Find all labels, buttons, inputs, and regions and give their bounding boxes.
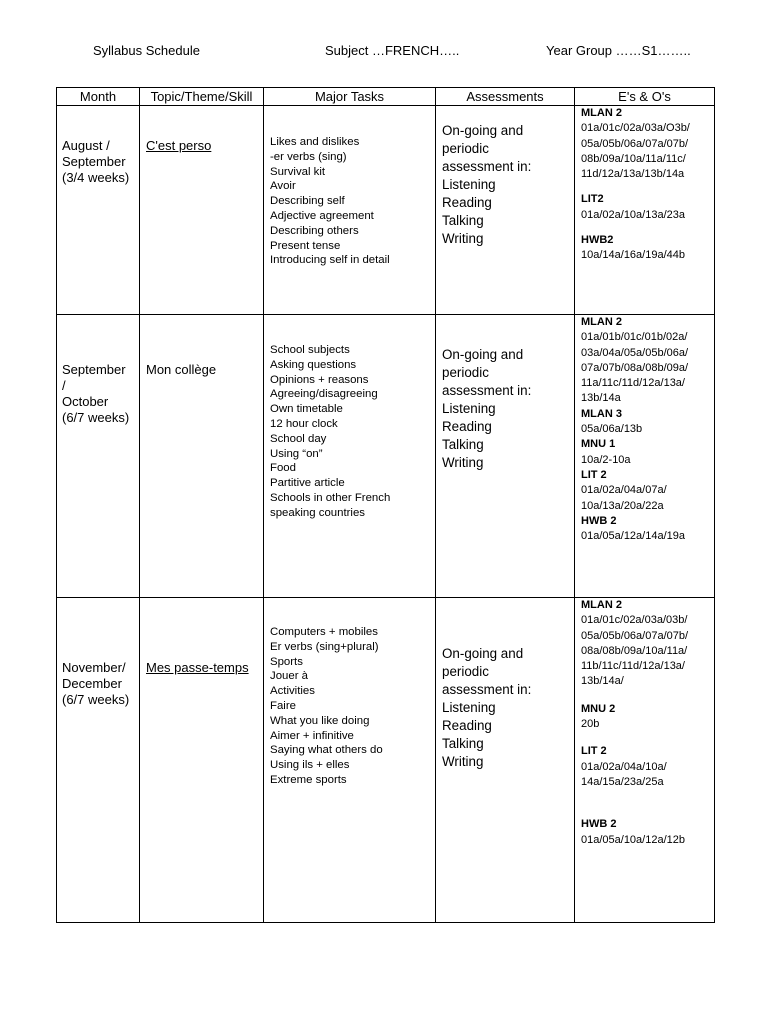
outcome-code: HWB 2 [581,514,617,527]
task-item: Sports [270,655,303,668]
month-cell [57,315,140,598]
assessment-line: On-going and [442,123,524,138]
outcome-line: 05a/05b/06a/07a/07b/ [581,137,689,150]
task-item: Agreeing/disagreeing [270,388,378,401]
outcome-line: 01a/05a/12a/14a/19a [581,530,685,543]
task-item: Present tense [270,239,341,252]
month-line: September [62,154,126,169]
outcome-group [581,514,714,545]
tasks-cell [264,106,436,315]
outcome-line: 05a/05b/06a/07a/07b/ [581,629,689,642]
outcome-group [581,744,714,790]
header-month: Month [57,88,140,106]
assessment-line: Talking [442,213,484,228]
task-item: Extreme sports [270,773,347,786]
outcome-line: 08a/08b/09a/10a/11a/ [581,644,688,657]
month-line: October [62,394,109,409]
outcome-line: 01a/01c/02a/03a/03b/ [581,614,688,627]
topic-label: Mes passe-temps [146,660,249,675]
assessment-line: On-going and [442,646,524,661]
es-and-os-cell [575,106,715,315]
task-item: Describing self [270,195,345,208]
header-tasks: Major Tasks [264,88,436,106]
assessment-line: Writing [442,231,484,246]
outcome-line: 11d/12a/13a/13b/14a [581,168,685,181]
task-item: Avoir [270,180,296,193]
month-line: August / [62,138,110,153]
task-item: Er verbs (sing+plural) [270,640,379,653]
subject-field: Subject …FRENCH….. [325,43,460,58]
assessment-line: Reading [442,718,492,733]
task-item: Jouer à [270,670,308,683]
task-item: -er verbs (sing) [270,150,347,163]
outcome-code: MNU 2 [581,702,616,715]
outcome-code: HWB2 [581,234,614,247]
month-line: (3/4 weeks) [62,170,130,185]
task-item: Describing others [270,224,359,237]
outcome-code: HWB 2 [581,818,617,831]
outcome-group [581,437,714,468]
outcome-code: MLAN 2 [581,599,622,611]
header-assessments: Assessments [436,88,575,106]
task-item: Likes and dislikes [270,136,360,148]
es-and-os-cell [575,598,715,923]
assessment-line: Reading [442,419,492,434]
outcome-code: MLAN 2 [581,316,622,328]
outcome-group [581,315,714,407]
outcome-line: 11b/11c/11d/12a/13a/ [581,660,685,673]
outcome-line: 01a/02a/04a/07a/ [581,484,667,497]
outcome-line: 01a/01b/01c/01b/02a/ [581,331,688,344]
outcome-code: MNU 1 [581,438,616,451]
outcome-group [581,407,714,438]
month-line: (6/7 weeks) [62,410,130,425]
task-item: Activities [270,685,315,698]
header-es-and-os: E's & O's [575,88,715,106]
assessment-line: periodic [442,365,489,380]
outcome-line: 20b [581,718,600,731]
task-item: Computers + mobiles [270,626,378,638]
assessment-line: Listening [442,401,496,416]
outcome-code: LIT2 [581,193,604,206]
assessment-cell [436,315,575,598]
assessment-line: Writing [442,754,484,769]
outcome-code: LIT 2 [581,745,607,758]
task-item: Asking questions [270,358,357,371]
outcome-group [581,817,714,848]
outcome-code: MLAN 3 [581,407,622,420]
month-line: December [62,676,122,691]
outcome-line: 08b/09a/10a/11a/11c/ [581,152,686,165]
task-item: Own timetable [270,403,343,416]
outcome-line: 01a/01c/02a/03a/O3b/ [581,122,690,135]
task-item: Using ils + elles [270,759,350,772]
tasks-cell [264,598,436,923]
assessment-line: Talking [442,437,484,452]
task-item: speaking countries [270,506,365,519]
topic-cell [140,106,264,315]
assessment-line: Writing [442,455,484,470]
month-line: (6/7 weeks) [62,692,130,707]
month-line: / [62,378,66,393]
assessment-line: periodic [442,141,489,156]
assessment-line: assessment in: [442,159,532,174]
outcome-line: 10a/14a/16a/19a/44b [581,249,685,262]
assessment-cell [436,106,575,315]
month-line: September [62,362,126,377]
task-item: Faire [270,699,296,712]
outcome-line: 07a/07b/08a/08b/09a/ [581,361,689,374]
syllabus-table [56,87,715,923]
assessment-line: assessment in: [442,682,532,697]
document-title: Syllabus Schedule [93,43,200,58]
task-item: Using “on” [270,447,323,460]
outcome-group [581,106,714,182]
assessment-line: periodic [442,664,489,679]
task-item: Survival kit [270,165,326,178]
task-item: Saying what others do [270,744,383,757]
outcome-line: 03a/04a/05a/05b/06a/ [581,346,689,359]
task-item: Food [270,462,296,475]
outcome-line: 01a/02a/10a/13a/23a [581,208,685,221]
task-item: What you like doing [270,714,370,727]
outcome-line: 05a/06a/13b [581,423,643,436]
header-topic: Topic/Theme/Skill [140,88,264,106]
outcome-group [581,468,714,514]
task-item: Aimer + infinitive [270,729,354,742]
outcome-group [581,233,714,264]
task-item: Introducing self in detail [270,254,390,267]
table-header-row [57,88,715,106]
topic-cell [140,598,264,923]
outcome-group [581,192,714,223]
table-row [57,106,715,315]
task-item: Adjective agreement [270,209,374,222]
outcome-line: 10a/13a/20a/22a [581,499,664,512]
outcome-group [581,598,714,690]
tasks-cell [264,315,436,598]
month-line: November/ [62,660,126,675]
task-item: Schools in other French [270,491,391,504]
outcome-line: 13b/14a/ [581,675,624,688]
assessment-line: On-going and [442,347,524,362]
outcome-line: 10a/2-10a [581,453,631,466]
topic-label: Mon collège [146,362,217,377]
outcome-code: MLAN 2 [581,107,622,119]
task-item: Partitive article [270,477,345,490]
outcome-code: LIT 2 [581,468,607,481]
task-item: School subjects [270,344,350,356]
outcome-line: 14a/15a/23a/25a [581,775,664,788]
assessment-line: Reading [442,195,492,210]
year-group-field: Year Group ……S1…….. [546,43,691,58]
table-row [57,315,715,598]
outcome-line: 01a/02a/04a/10a/ [581,760,667,773]
assessment-line: Listening [442,700,496,715]
table-row [57,598,715,923]
outcome-line: 11a/11c/11d/12a/13a/ [581,377,685,390]
month-cell [57,598,140,923]
assessment-cell [436,598,575,923]
task-item: Opinions + reasons [270,373,369,386]
task-item: 12 hour clock [270,417,338,430]
task-item: School day [270,432,327,445]
outcome-line: 13b/14a [581,392,621,405]
es-and-os-cell [575,315,715,598]
month-cell [57,106,140,315]
topic-cell [140,315,264,598]
topic-label: C'est perso [146,138,212,153]
outcome-group [581,702,714,733]
assessment-line: Talking [442,736,484,751]
outcome-line: 01a/05a/10a/12a/12b [581,833,685,846]
assessment-line: Listening [442,177,496,192]
assessment-line: assessment in: [442,383,532,398]
